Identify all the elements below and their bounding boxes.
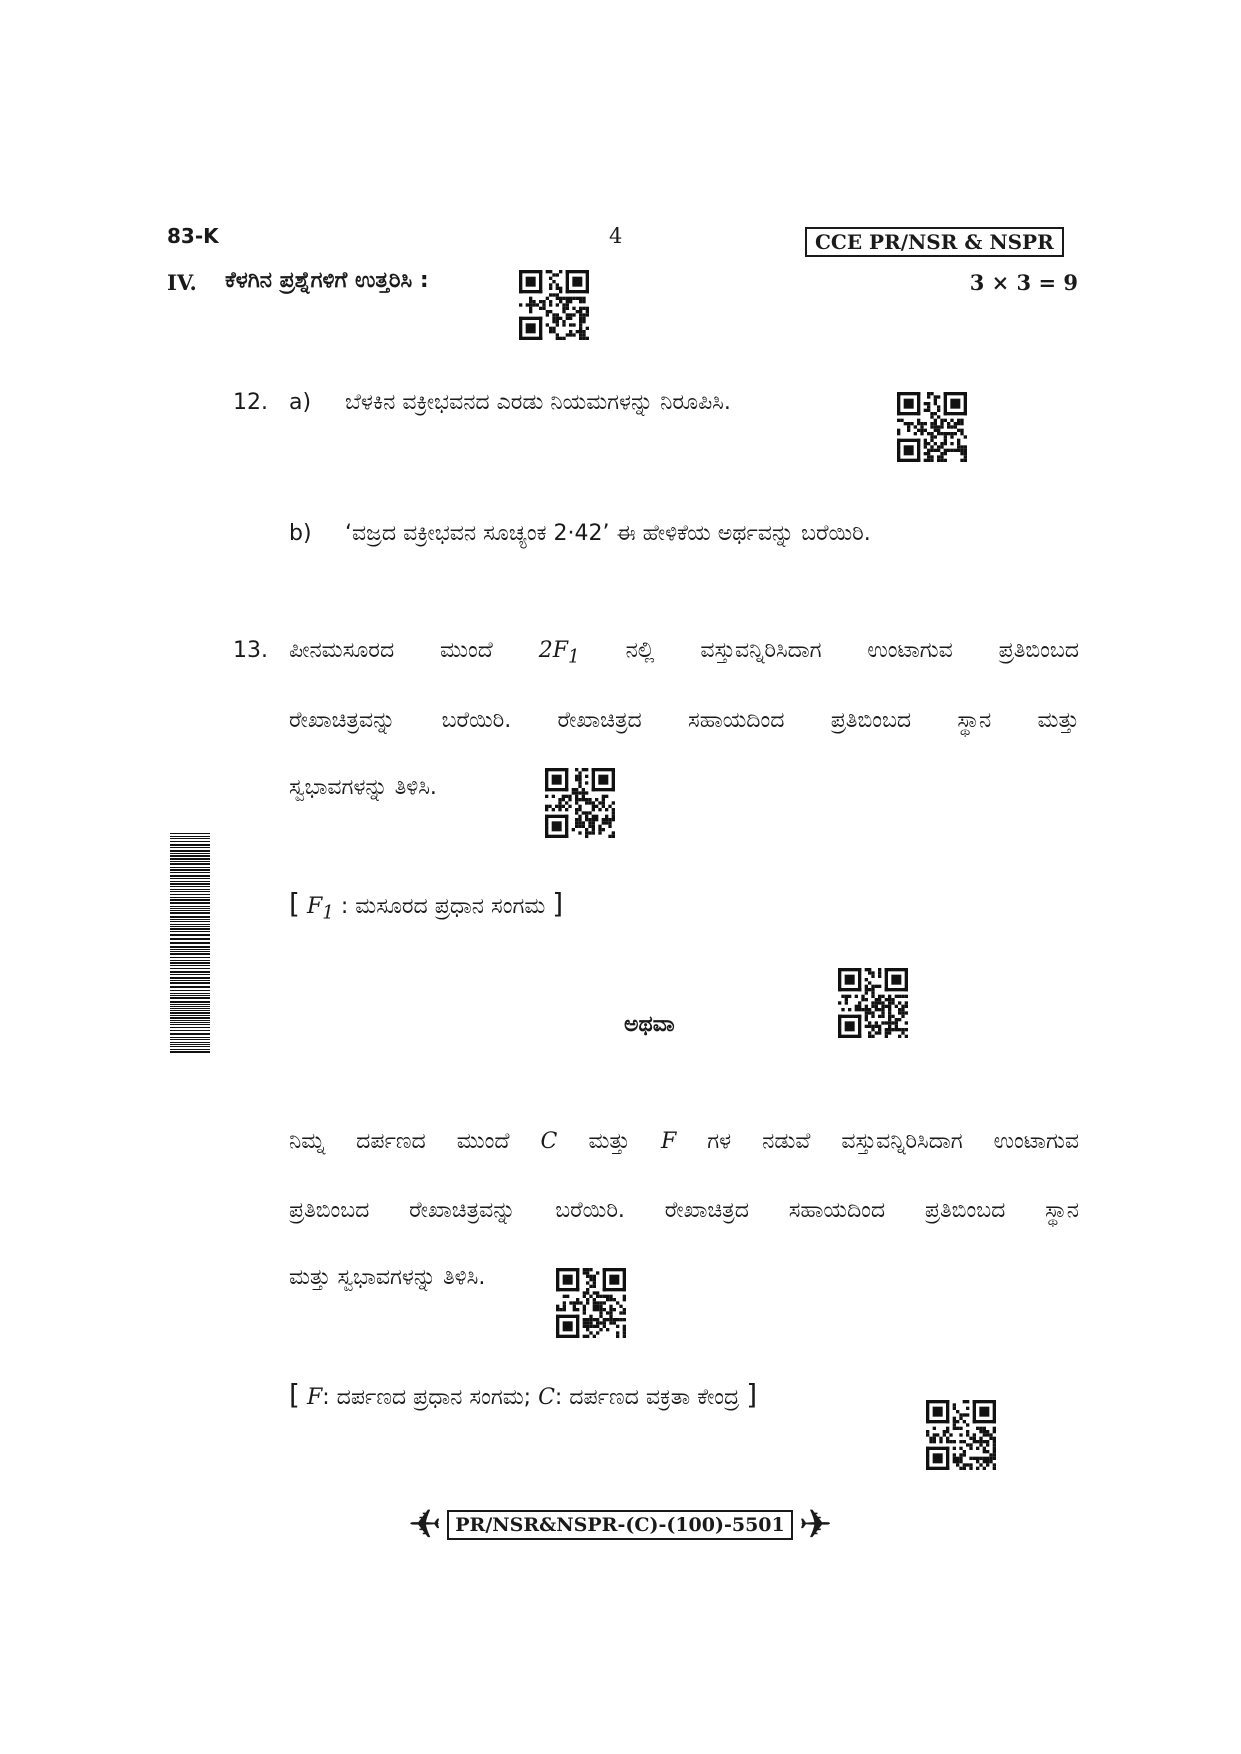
exam-code-box: CCE PR/NSR & NSPR xyxy=(805,227,1064,257)
airplane-right-icon: ✈ xyxy=(798,1502,833,1548)
question-12a-text: ಬೆಳಕಿನ ವಕ್ರೀಭವನದ ಎರಡು ನಿಯಮಗಳನ್ನು ನಿರೂಪಿಸಿ. xyxy=(345,390,731,415)
question-13-alt-line-2: ಪ್ರತಿಬಿಂಬದ ರೇಖಾಚಿತ್ರವನ್ನು ಬರೆಯಿರಿ. ರೇಖಾಚಿತ್ರದ ಸಹಾಯದಿಂದ ಪ್ರತಿಬಿಂಬದ ಸ್ಥಾನ xyxy=(289,1198,1079,1223)
footer-code: PR/NSR&NSPR-(C)-(100)-5501 xyxy=(447,1510,793,1540)
question-13-line-3: ಸ್ವಭಾವಗಳನ್ನು ತಿಳಿಸಿ. xyxy=(289,775,437,800)
qr-code-icon xyxy=(545,768,615,838)
focus-2f1: $2F_1$ xyxy=(538,638,580,668)
or-label: ಅಥವಾ xyxy=(624,1012,675,1037)
section-title: ಕೆಳಗಿನ ಪ್ರಶ್ನೆಗಳಿಗೆ ಉತ್ತರಿಸಿ : xyxy=(225,268,429,293)
question-13-alt-line-1: ನಿಮ್ನ ದರ್ಪಣದ ಮುಂದೆ C ಮತ್ತು F ಗಳ ನಡುವೆ ವಸ್ತುವನ್ನಿರಿಸಿದಾಗ ಉಂಟಾಗುವ xyxy=(289,1129,1079,1154)
qr-code-icon xyxy=(838,968,908,1038)
question-13-number: 13. xyxy=(233,638,268,663)
page-number: 4 xyxy=(609,224,623,248)
question-12-number: 12. xyxy=(233,390,268,415)
section-marks: 3 × 3 = 9 xyxy=(969,270,1078,295)
question-13-note: [ $F_1$ : ಮಸೂರದ ಪ್ರಧಾನ ಸಂಗಮ ] xyxy=(289,887,564,924)
q13-line1-start: ಪೀನಮಸೂರದ ಮುಂದೆ xyxy=(289,638,493,663)
q13-line1-end: ನಲ್ಲಿ ವಸ್ತುವನ್ನಿರಿಸಿದಾಗ ಉಂಟಾಗುವ ಪ್ರತಿಬಿಂಬದ xyxy=(625,638,1079,663)
qr-code-icon xyxy=(556,1268,626,1338)
footer xyxy=(400,1502,840,1548)
question-13-alt-line-3: ಮತ್ತು ಸ್ವಭಾವಗಳನ್ನು ತಿಳಿಸಿ. xyxy=(289,1265,486,1290)
question-12b-label: b) xyxy=(289,521,312,546)
barcode-icon xyxy=(170,833,210,1055)
question-13-line-2: ರೇಖಾಚಿತ್ರವನ್ನು ಬರೆಯಿರಿ. ರೇಖಾಚಿತ್ರದ ಸಹಾಯದಿಂದ ಪ್ರತಿಬಿಂಬದ ಸ್ಥಾನ ಮತ್ತು xyxy=(289,708,1079,733)
section-number: IV. xyxy=(167,270,197,295)
question-12a-label: a) xyxy=(289,390,312,415)
qr-code-icon xyxy=(926,1400,996,1470)
qr-code-icon xyxy=(897,392,967,462)
question-13-alt-note: [ F: ದರ್ಪಣದ ಪ್ರಧಾನ ಸಂಗಮ; C: ದರ್ಪಣದ ವಕ್ರತಾ ಕೇಂದ್ರ ] xyxy=(289,1378,758,1411)
question-13-line-1 xyxy=(289,638,1079,667)
question-12b-text: ‘ವಜ್ರದ ವಕ್ರೀಭವನ ಸೂಚ್ಯಂಕ 2·42’ ಈ ಹೇಳಿಕೆಯ ಅರ್ಥವನ್ನು ಬರೆಯಿರಿ. xyxy=(345,521,871,546)
paper-code: 83-K xyxy=(167,224,219,248)
airplane-left-icon: ✈ xyxy=(407,1502,442,1548)
qr-code-icon xyxy=(519,270,589,340)
